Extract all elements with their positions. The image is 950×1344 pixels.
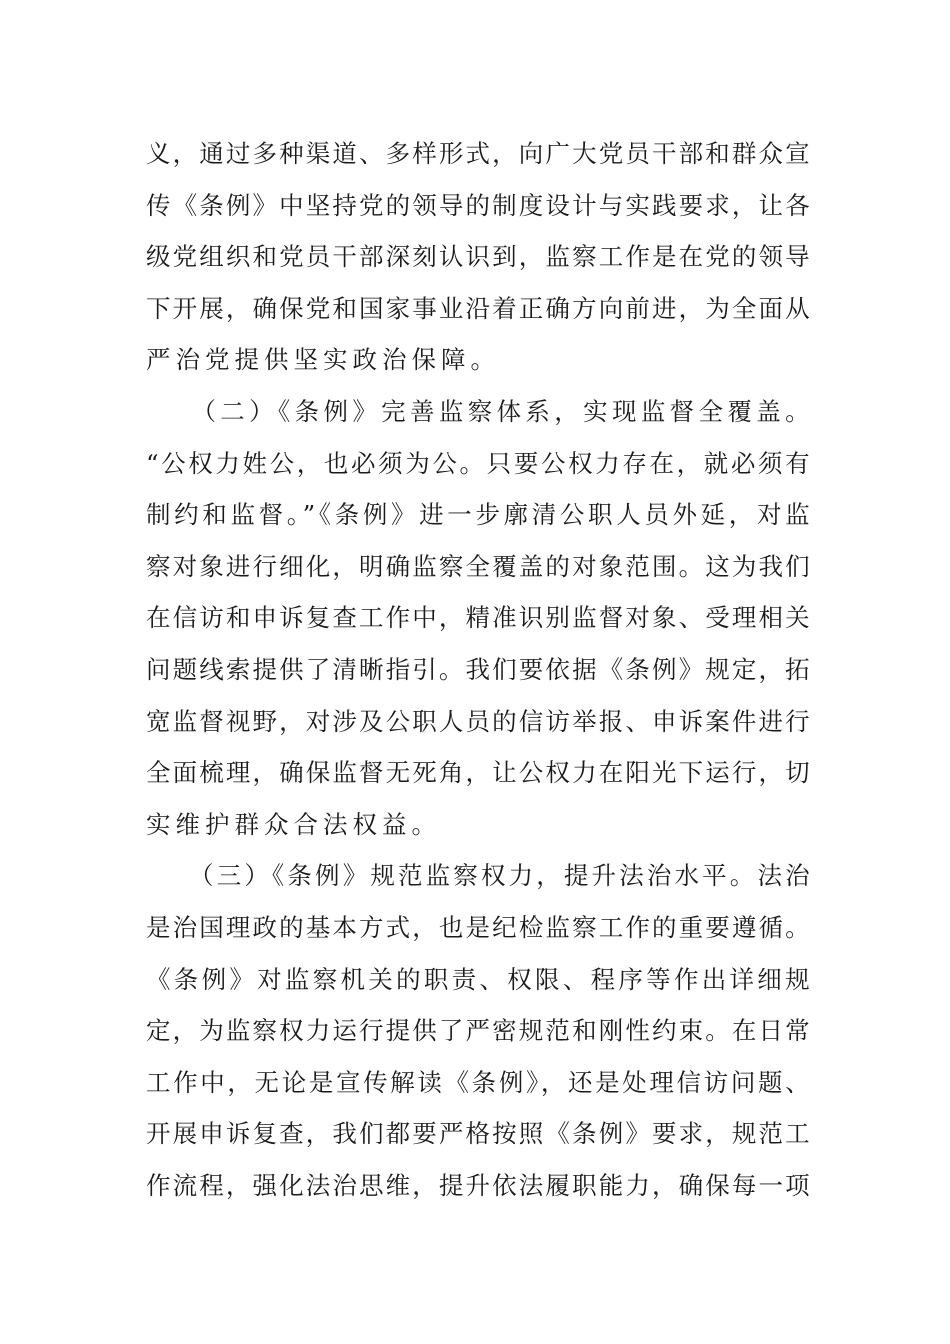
paragraph-line: “公权力姓公，也必须为公。只要公权力存在，就必须有: [146, 448, 810, 478]
paragraph-line: 作流程，强化法治思维，提升依法履职能力，确保每一项: [146, 1170, 810, 1200]
paragraph-line: 级党组织和党员干部深刻认识到，监察工作是在党的领导: [146, 242, 810, 272]
paragraph-line: 严治党提供坚实政治保障。: [146, 345, 500, 375]
paragraph-line: 问题线索提供了清晰指引。我们要依据《条例》规定，拓: [146, 654, 810, 684]
paragraph-line: 工作中，无论是宣传解读《条例》，还是处理信访问题、: [146, 1067, 810, 1097]
paragraph-line: 实维护群众合法权益。: [146, 809, 441, 839]
paragraph-3: [146, 850, 810, 1211]
paragraph-line: 开展申诉复查，我们都要严格按照《条例》要求，规范工: [146, 1119, 810, 1149]
paragraph-line: 制约和监督。”《条例》进一步廓清公职人员外延，对监: [146, 500, 810, 530]
paragraph-line: 宽监督视野，对涉及公职人员的信访举报、申诉案件进行: [146, 706, 810, 736]
paragraph-line: 传《条例》中坚持党的领导的制度设计与实践要求，让各: [146, 190, 810, 220]
paragraph-line: 定，为监察权力运行提供了严密规范和刚性约束。在日常: [146, 1016, 810, 1046]
paragraph-line: 全面梳理，确保监督无死角，让公权力在阳光下运行，切: [146, 758, 810, 788]
paragraph-heading-line: （二）《条例》完善监察体系，实现监督全覆盖。: [146, 396, 810, 426]
paragraph-line: 下开展，确保党和国家事业沿着正确方向前进，为全面从: [146, 293, 810, 323]
paragraph-line: 义，通过多种渠道、多样形式，向广大党员干部和群众宣: [146, 139, 810, 168]
paragraph-1: [146, 128, 810, 386]
paragraph-line: 《条例》对监察机关的职责、权限、程序等作出详细规: [146, 964, 810, 994]
paragraph-line: 察对象进行细化，明确监察全覆盖的对象范围。这为我们: [146, 551, 810, 581]
paragraph-line: 在信访和申诉复查工作中，精准识别监督对象、受理相关: [146, 603, 810, 633]
paragraph-heading-line: （三）《条例》规范监察权力，提升法治水平。法治: [146, 861, 810, 891]
body-text: [146, 128, 810, 1211]
paragraph-line: 是治国理政的基本方式，也是纪检监察工作的重要遵循。: [146, 912, 810, 942]
paragraph-2: [146, 386, 810, 850]
